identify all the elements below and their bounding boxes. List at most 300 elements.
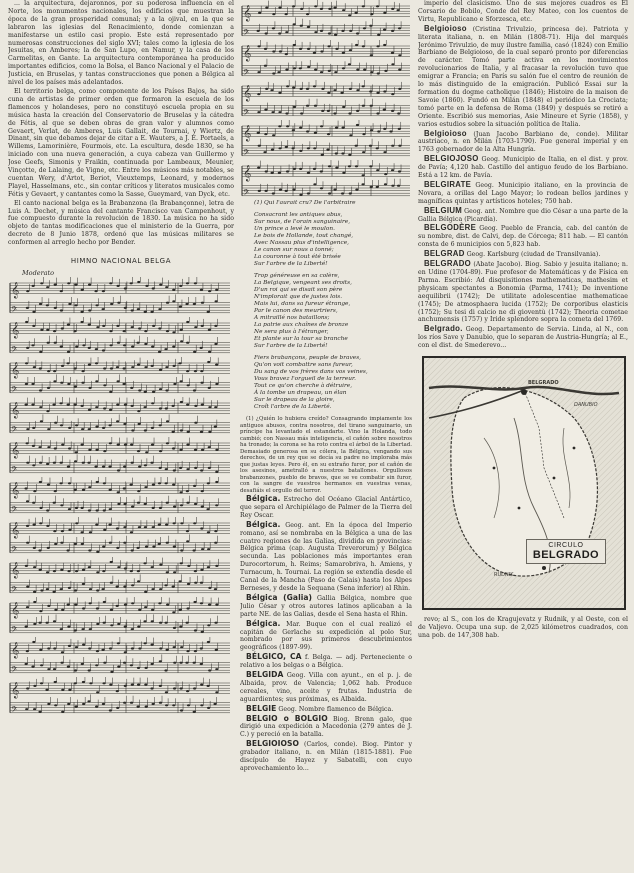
music-note [89, 682, 92, 684]
music-note [81, 543, 84, 545]
music-note [342, 106, 345, 108]
music-note [265, 170, 268, 172]
entry-text: Geog. Pueblo de Francia, cab. del cantón de su nombre, dist. de Calvi, dep. de Córcega; 811 hab. — El cantón consta de 6 municipios con 5,823 hab. [418, 225, 628, 249]
music-note [165, 366, 168, 368]
music-note [193, 601, 196, 603]
music-note [116, 690, 119, 692]
music-note [131, 366, 134, 368]
music-note [335, 152, 338, 154]
sheet-music-score-middle [240, 0, 412, 199]
music-note [60, 628, 63, 630]
music-note [81, 663, 84, 665]
music-note [186, 540, 189, 542]
music-note [60, 382, 63, 384]
music-note [117, 285, 120, 287]
music-note [33, 685, 36, 687]
music-note [103, 509, 106, 511]
music-note [143, 562, 146, 564]
music-note [124, 444, 127, 446]
music-note [279, 189, 282, 191]
music-note [333, 112, 336, 114]
entry-headword: BELGIRATE [424, 179, 472, 189]
music-note [158, 351, 161, 353]
music-note [102, 427, 105, 429]
music-note [397, 112, 400, 114]
music-note [39, 610, 42, 612]
music-note [102, 290, 105, 292]
music-note [124, 567, 127, 569]
music-note [214, 343, 217, 345]
music-note [391, 8, 394, 10]
entry-text: (Abate Jacobo). Biog. Sabio y jesuita italiano; n. en Udine (1704-89). Fue profesor de Matemáticas y de Física en Parma. Escribió: Ad disquisitiones mathematicas, mathesim et physicam spectantes a Bonomia (Parma, 1741); De inventione aequilibrii (1742); De utilitate adolescentiae mathematicae (1745); De atmosphaera lucida (1752); De corporibus elasticis (1752); Su tesi di calcio ne di gioventù (1742); Theoria cometae anchumensis (1757) y Iride splendore sopra la cometa del 1769. [418, 261, 628, 324]
music-staff-system [240, 120, 412, 159]
music-note [165, 407, 168, 409]
music-note [277, 71, 280, 73]
music-note [314, 105, 317, 107]
music-note [24, 487, 27, 489]
music-note [172, 586, 175, 588]
music-note [180, 429, 183, 431]
music-note [201, 325, 204, 327]
music-note [152, 507, 155, 509]
music-note [52, 404, 55, 406]
music-note [32, 502, 35, 504]
music-note [200, 704, 203, 706]
music-note [362, 174, 365, 176]
music-note [165, 286, 168, 288]
treble-clef-icon: 𝄞 [11, 362, 20, 379]
music-note [110, 367, 113, 369]
music-note [54, 490, 57, 492]
music-note [208, 431, 211, 433]
music-note [320, 187, 323, 189]
treble-clef-icon: 𝄞 [243, 125, 252, 142]
music-note [96, 589, 99, 591]
music-note [307, 192, 310, 194]
music-note [144, 406, 147, 408]
music-note [278, 7, 281, 9]
music-note [320, 71, 323, 73]
music-note [327, 92, 330, 94]
treble-clef-icon: 𝄞 [11, 642, 20, 659]
bass-clef-icon: 𝄢 [11, 385, 18, 397]
music-note [26, 347, 29, 349]
music-note [356, 110, 359, 112]
music-note [88, 324, 91, 326]
music-note [26, 586, 29, 588]
music-note [370, 71, 373, 73]
music-note [103, 367, 106, 369]
town-marker [493, 467, 496, 470]
entry [240, 594, 412, 619]
entry [418, 181, 628, 206]
music-note [53, 570, 56, 572]
music-note [130, 387, 133, 389]
music-note [39, 406, 42, 408]
music-note [47, 547, 50, 549]
music-note [179, 491, 182, 493]
music-note [391, 63, 394, 65]
music-note [376, 112, 379, 114]
music-note [320, 8, 323, 10]
music-note [96, 481, 99, 483]
music-note [47, 484, 50, 486]
music-note [166, 420, 169, 422]
music-note [95, 304, 98, 306]
music-note [158, 308, 161, 310]
music-note [164, 669, 167, 671]
music-note [137, 450, 140, 452]
music-note [314, 132, 317, 134]
music-note [164, 584, 167, 586]
city-marker-belgrade [521, 389, 527, 395]
music-note [207, 641, 210, 643]
music-note [278, 147, 281, 149]
music-note [185, 662, 188, 664]
music-note [25, 626, 28, 628]
entry-text: Mar. Buque con el cual realizó el capitán de Gerlache su expedición al polo Sur, nombrado por sus primeros descubrimientos geográficos (1897-99). [240, 620, 412, 652]
music-note [186, 370, 189, 372]
music-note [137, 502, 140, 504]
music-note [82, 569, 85, 571]
treble-clef-icon: 𝄞 [243, 45, 252, 62]
music-note [102, 349, 105, 351]
music-note [377, 72, 380, 74]
music-note [124, 404, 127, 406]
music-note [103, 482, 106, 484]
music-note [131, 462, 134, 464]
music-note [144, 429, 147, 431]
music-staff-system [240, 160, 412, 199]
music-note [376, 45, 379, 47]
music-note [307, 26, 310, 28]
music-note [285, 69, 288, 71]
music-note [200, 370, 203, 372]
music-note [272, 13, 275, 15]
lyrics-stanza: Fiers brabançons, peuple de braves, Qu'on voit combattre sans fureur, Du sang de vos frères dans vos veines, Vous bravez l'orgueil de la terreur. Tout ce qu'on cherche à détruire, À la tombe un drapeau, un élan Sur le drapeau de la gloire, Croît l'arbre de la Liberté. [254, 355, 368, 410]
entry-headword: Belgioioso [424, 23, 467, 33]
music-note [25, 362, 28, 364]
music-note [363, 27, 366, 29]
music-note [215, 449, 218, 451]
music-note [397, 9, 400, 11]
music-note [59, 482, 62, 484]
entry-headword: Bélgica (Galia) [246, 592, 313, 602]
entry-headword: BELGODÈRE [424, 223, 477, 233]
music-note [215, 364, 218, 366]
music-note [68, 689, 71, 691]
music-note [67, 383, 70, 385]
column-middle [240, 0, 412, 873]
music-note [26, 525, 29, 527]
music-note [165, 524, 168, 526]
map-city-label: BELGRADO [528, 380, 559, 387]
music-note [208, 290, 211, 292]
music-note [179, 306, 182, 308]
music-note [159, 685, 162, 687]
music-note [54, 422, 57, 424]
music-note [186, 622, 189, 624]
music-note [124, 307, 127, 309]
music-note [215, 289, 218, 291]
lyrics-stanza: Consacrant les antiques abus, Sur nous, de l'orain sanguinaire, Un prince a levé le moulon. Le bois de Hollande, tout changé, Avec Nassau plus d'intelligence, Le canon sur nous a tonné; La couronne à tout été brisée Sur l'arbre de la Liberté! [254, 212, 354, 267]
bass-clef-icon: 𝄢 [11, 465, 18, 477]
music-note [201, 548, 204, 550]
entry-headword: BELGIE [246, 703, 277, 713]
music-note [60, 569, 63, 571]
music-note [186, 607, 189, 609]
music-note [151, 346, 154, 348]
music-note [159, 660, 162, 662]
music-note [207, 624, 210, 626]
music-staff-system [8, 557, 232, 596]
music-note [306, 13, 309, 15]
music-note [109, 442, 112, 444]
music-note [95, 362, 98, 364]
music-note [117, 503, 120, 505]
music-note [173, 646, 176, 648]
treble-clef-icon: 𝄞 [11, 402, 20, 419]
music-note [82, 462, 85, 464]
music-note [270, 89, 273, 91]
music-note [81, 289, 84, 291]
music-note [103, 384, 106, 386]
music-note [214, 622, 217, 624]
music-staff-system [8, 517, 232, 556]
music-note [384, 70, 387, 72]
music-note [131, 602, 134, 604]
music-note [187, 384, 190, 386]
music-note [158, 327, 161, 329]
music-note [26, 687, 29, 689]
music-note [130, 484, 133, 486]
music-note [327, 133, 330, 135]
music-note [265, 7, 268, 9]
music-note [201, 490, 204, 492]
map-city-label: RUDNIK [494, 572, 514, 579]
music-note [102, 466, 105, 468]
music-note [206, 508, 209, 510]
music-note [68, 427, 71, 429]
music-note [40, 329, 43, 331]
music-note [214, 426, 217, 428]
column-left [8, 0, 234, 873]
music-note [398, 88, 401, 90]
music-note [82, 344, 85, 346]
music-note [194, 467, 197, 469]
bass-clef-icon: 𝄢 [243, 148, 250, 159]
music-note [39, 303, 42, 305]
music-note [208, 351, 211, 353]
music-note [68, 529, 71, 531]
music-note [208, 669, 211, 671]
music-note [151, 444, 154, 446]
music-note [102, 570, 105, 572]
music-note [187, 565, 190, 567]
music-note [257, 71, 260, 73]
music-note [74, 284, 77, 286]
music-note [271, 172, 274, 174]
music-note [95, 348, 98, 350]
entry-text: (Juan Jacobo Barbiano de, conde). Militar austriaco, n. en Milán (1703-1790). Fue general imperial y en 1763 gobernador de la Alta Hungría. [418, 130, 628, 154]
entry-text: f. Belga. — adj. Perteneciente o relativo a los belgas o a Bélgica. [240, 654, 412, 670]
music-note [180, 504, 183, 506]
music-note [82, 644, 85, 646]
music-note [95, 449, 98, 451]
music-note [81, 444, 84, 446]
music-note [369, 145, 372, 147]
music-note [333, 189, 336, 191]
music-note [208, 467, 211, 469]
tempo-marking: Moderato [22, 269, 55, 278]
music-note [75, 570, 78, 572]
music-note [299, 48, 302, 50]
music-note [102, 546, 105, 548]
music-note [200, 527, 203, 529]
music-note [116, 404, 119, 406]
music-note [293, 168, 296, 170]
music-note [321, 110, 324, 112]
music-note [307, 147, 310, 149]
music-note [185, 303, 188, 305]
music-note [384, 173, 387, 175]
music-note [200, 684, 203, 686]
music-note [362, 5, 365, 7]
music-note [144, 606, 147, 608]
music-note [81, 531, 84, 533]
music-note [81, 370, 84, 372]
entry [240, 653, 412, 670]
music-note [215, 300, 218, 302]
music-note [165, 622, 168, 624]
music-note [271, 149, 274, 151]
music-note [109, 409, 112, 411]
music-note [172, 447, 175, 449]
music-note [109, 282, 112, 284]
bass-clef-icon: 𝄢 [243, 68, 250, 79]
music-note [341, 152, 344, 154]
music-note [264, 48, 267, 50]
music-note [151, 644, 154, 646]
music-note [286, 85, 289, 87]
music-note [173, 506, 176, 508]
music-note [61, 327, 64, 329]
music-note [67, 703, 70, 705]
music-note [117, 623, 120, 625]
anthem-lyrics [240, 200, 412, 411]
music-note [363, 69, 366, 71]
music-note [193, 662, 196, 664]
music-note [264, 133, 267, 135]
music-note [39, 522, 42, 524]
music-note [194, 326, 197, 328]
music-note [180, 340, 183, 342]
entry-headword: Bélgica. [246, 519, 281, 529]
music-note [271, 111, 274, 113]
article-paragraph: ... la arquitectura, dejaronnos, por su poderosa influencia en el Norte, los monumentos nacionales, los edificios que muestran la época de la gran prosperidad comunal; y a la ojival, en la que se labraron las iglesias del Renacimiento, donde comienzan a manifestarse un estilo casi propio. Este está representado por numerosas construcciones del siglo XVI; tales como la iglesia de los Jesuitas, en Amberes; la de San Lupo, en Namur, y la casa de los Carmelitas, en Gante. La arquitectura contemporánea ha producido importantes edificios, como la Bolsa, el Banco Nacional y el Palacio de Justicia, en Bruselas, y tantas construcciones que ponen a Bélgica al nivel de los países más adelantados. [8, 0, 234, 87]
music-note [342, 127, 345, 129]
music-note [46, 463, 49, 465]
music-note [82, 489, 85, 491]
music-staff-system [8, 317, 232, 356]
treble-clef-icon: 𝄞 [11, 442, 20, 459]
music-note [186, 342, 189, 344]
music-note [166, 302, 169, 304]
music-note [314, 5, 317, 7]
music-note [285, 13, 288, 15]
music-note [60, 424, 63, 426]
music-note [186, 530, 189, 532]
music-note [96, 509, 99, 511]
music-note [166, 604, 169, 606]
music-note [103, 622, 106, 624]
music-note [123, 330, 126, 332]
music-note [131, 429, 134, 431]
music-note [200, 602, 203, 604]
music-note [33, 490, 36, 492]
music-note [313, 85, 316, 87]
music-note [75, 706, 78, 708]
music-note [355, 12, 358, 14]
music-note [74, 589, 77, 591]
music-note [179, 449, 182, 451]
music-note [81, 628, 84, 630]
music-note [110, 582, 113, 584]
treble-clef-icon: 𝄞 [243, 165, 252, 182]
music-note [193, 549, 196, 551]
music-note [53, 330, 56, 332]
music-note [102, 703, 105, 705]
music-note [95, 426, 98, 428]
entry [418, 250, 628, 259]
music-note [194, 570, 197, 572]
music-note [208, 446, 211, 448]
music-note [89, 588, 92, 590]
music-note [130, 531, 133, 533]
music-note [194, 503, 197, 505]
music-note [131, 326, 134, 328]
bass-clef-icon: 𝄢 [243, 28, 250, 39]
music-note [186, 502, 189, 504]
music-note [137, 684, 140, 686]
map-drawing [424, 358, 624, 608]
music-note [200, 431, 203, 433]
music-note [151, 588, 154, 590]
music-note [349, 134, 352, 136]
music-note [46, 525, 49, 527]
music-note [81, 382, 84, 384]
music-note [257, 93, 260, 95]
music-note [68, 303, 71, 305]
music-note [356, 124, 359, 126]
music-note [165, 704, 168, 706]
music-note [47, 647, 50, 649]
music-note [355, 165, 358, 167]
music-note [200, 382, 203, 384]
music-note [293, 23, 296, 25]
music-note [53, 530, 56, 532]
music-note [215, 668, 218, 670]
music-note [320, 50, 323, 52]
music-note [150, 462, 153, 464]
music-note [122, 383, 125, 385]
entry-text: (Carlos, conde). Biog. Pintor y grabador italiano, n. en Milán (1815-1881). Fue discípulo de Hayez y Sabatelli, con cuyo aprovechamiento lo... [240, 741, 412, 772]
music-note [26, 542, 29, 544]
music-note [194, 629, 197, 631]
music-note [88, 449, 91, 451]
entry-headword: BELGIDA [246, 670, 284, 680]
sheet-music-score-left [8, 277, 234, 716]
